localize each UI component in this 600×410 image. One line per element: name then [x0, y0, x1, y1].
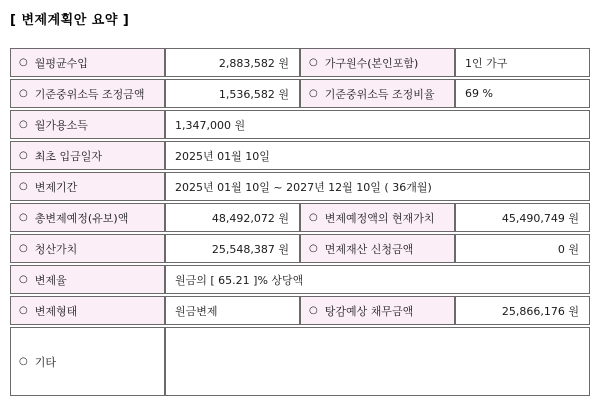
value-cell-monthly-disposable-income: 1,347,000 원 — [165, 110, 590, 139]
value-cell-present-value-of-repayment: 45,490,749 원 — [455, 203, 590, 232]
label-cell-median-income-adjusted-amount — [10, 79, 165, 108]
label-cell-monthly-disposable-income — [10, 110, 165, 139]
value-cell-repayment-rate: 원금의 [ 65.21 ]% 상당액 — [165, 265, 590, 294]
circle-bullet-icon: ○ — [19, 56, 28, 68]
label-cell-monthly-average-income — [10, 48, 165, 77]
circle-bullet-icon: ○ — [19, 273, 28, 285]
field-label: 최초 입금일자 — [34, 149, 102, 163]
label-cell-household-size — [300, 48, 455, 77]
circle-bullet-icon: ○ — [19, 149, 28, 161]
circle-bullet-icon: ○ — [19, 304, 28, 316]
label-cell-expected-forgiven-debt — [300, 296, 455, 325]
label-cell-repayment-rate — [10, 265, 165, 294]
value-cell-median-income-adjusted-amount: 1,536,582 원 — [165, 79, 300, 108]
circle-bullet-icon: ○ — [19, 180, 28, 192]
field-label: 면제재산 신청금액 — [324, 242, 414, 256]
table-row — [10, 141, 590, 170]
field-label: 변제예정액의 현재가치 — [324, 211, 435, 225]
circle-bullet-icon: ○ — [309, 56, 318, 68]
circle-bullet-icon: ○ — [309, 87, 318, 99]
table-row — [10, 48, 590, 77]
value-cell-expected-forgiven-debt: 25,866,176 원 — [455, 296, 590, 325]
field-label: 기타 — [34, 355, 56, 369]
page-title: [ 변제계획안 요약 ] — [10, 13, 130, 28]
label-cell-repayment-period — [10, 172, 165, 201]
value-cell-exempt-property-request: 0 원 — [455, 234, 590, 263]
label-cell-etc — [10, 327, 165, 396]
circle-bullet-icon: ○ — [309, 211, 318, 223]
table-row — [10, 327, 590, 396]
value-cell-total-expected-repayment: 48,492,072 원 — [165, 203, 300, 232]
label-cell-present-value-of-repayment — [300, 203, 455, 232]
field-label: 기준중위소득 조정비율 — [324, 87, 435, 101]
label-cell-total-expected-repayment — [10, 203, 165, 232]
value-cell-median-income-adjust-ratio: 69 % — [455, 79, 590, 108]
value-cell-repayment-period: 2025년 01월 10일 ~ 2027년 12월 10일 ( 36개월) — [165, 172, 590, 201]
value-cell-first-deposit-date: 2025년 01월 10일 — [165, 141, 590, 170]
value-cell-repayment-type: 원금변제 — [165, 296, 300, 325]
table-row — [10, 110, 590, 139]
label-cell-repayment-type — [10, 296, 165, 325]
value-cell-household-size: 1인 가구 — [455, 48, 590, 77]
circle-bullet-icon: ○ — [19, 242, 28, 254]
label-cell-first-deposit-date — [10, 141, 165, 170]
table-row — [10, 172, 590, 201]
circle-bullet-icon: ○ — [19, 87, 28, 99]
value-cell-etc — [165, 327, 590, 396]
field-label: 월평균수입 — [34, 56, 88, 70]
label-cell-liquidation-value — [10, 234, 165, 263]
field-label: 탕감예상 채무금액 — [324, 304, 414, 318]
circle-bullet-icon: ○ — [309, 242, 318, 254]
circle-bullet-icon: ○ — [19, 211, 28, 223]
value-cell-monthly-average-income: 2,883,582 원 — [165, 48, 300, 77]
field-label: 청산가치 — [34, 242, 78, 256]
label-cell-median-income-adjust-ratio — [300, 79, 455, 108]
field-label: 변제형태 — [34, 304, 78, 318]
table-row — [10, 203, 590, 232]
circle-bullet-icon: ○ — [19, 355, 28, 367]
circle-bullet-icon: ○ — [309, 304, 318, 316]
field-label: 기준중위소득 조정금액 — [34, 87, 145, 101]
circle-bullet-icon: ○ — [19, 118, 28, 130]
field-label: 변제기간 — [34, 180, 78, 194]
table-row — [10, 296, 590, 325]
table-row — [10, 79, 590, 108]
field-label: 총변제예정(유보)액 — [34, 211, 129, 225]
field-label: 변제율 — [34, 273, 67, 287]
field-label: 월가용소득 — [34, 118, 88, 132]
table-row — [10, 234, 590, 263]
value-cell-liquidation-value: 25,548,387 원 — [165, 234, 300, 263]
label-cell-exempt-property-request — [300, 234, 455, 263]
field-label: 가구원수(본인포함) — [324, 56, 419, 70]
repayment-plan-summary-table — [10, 48, 590, 398]
table-row — [10, 265, 590, 294]
